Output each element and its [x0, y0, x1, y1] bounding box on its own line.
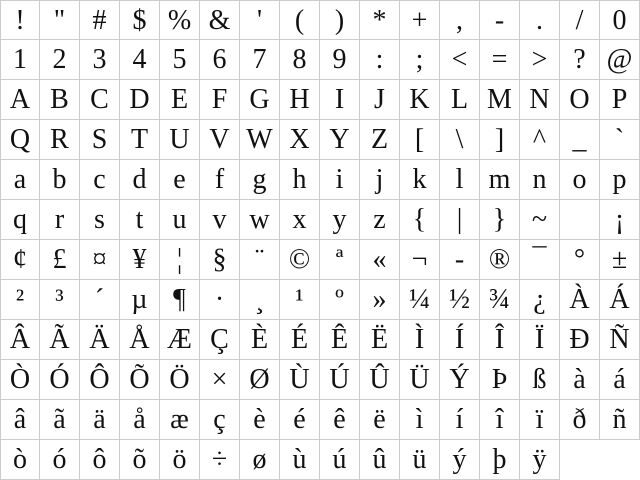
glyph-cell[interactable]: Ö — [160, 360, 200, 400]
glyph-cell[interactable]: û — [360, 440, 400, 480]
glyph-cell[interactable]: ¦ — [160, 240, 200, 280]
glyph-cell[interactable]: 1 — [0, 40, 40, 80]
void-area — [560, 440, 600, 480]
glyph-cell[interactable]: ë — [360, 400, 400, 440]
glyph-cell[interactable]: ÷ — [200, 440, 240, 480]
glyph-cell[interactable]: Ð — [560, 320, 600, 360]
glyph-cell[interactable]: b — [40, 160, 80, 200]
glyph-cell[interactable]: S — [80, 120, 120, 160]
glyph-cell[interactable]: ® — [480, 240, 520, 280]
glyph-cell[interactable]: { — [400, 200, 440, 240]
glyph-cell[interactable]: ñ — [600, 400, 640, 440]
glyph-cell[interactable]: | — [440, 200, 480, 240]
glyph-cell[interactable]: F — [200, 80, 240, 120]
glyph-cell[interactable]: ¯ — [520, 240, 560, 280]
glyph-cell[interactable]: ± — [600, 240, 640, 280]
glyph-cell[interactable]: 2 — [40, 40, 80, 80]
glyph-cell[interactable]: Z — [360, 120, 400, 160]
glyph-cell[interactable]: Æ — [160, 320, 200, 360]
glyph-cell[interactable]: é — [280, 400, 320, 440]
glyph-cell[interactable]: a — [0, 160, 40, 200]
glyph-cell[interactable]: ° — [560, 240, 600, 280]
glyph-cell[interactable]: P — [600, 80, 640, 120]
glyph-cell[interactable]: Q — [0, 120, 40, 160]
glyph-cell[interactable]: · — [200, 280, 240, 320]
glyph-cell[interactable]: è — [240, 400, 280, 440]
glyph-cell[interactable]: © — [280, 240, 320, 280]
glyph-cell[interactable]: ´ — [80, 280, 120, 320]
glyph-cell[interactable]: À — [560, 280, 600, 320]
glyph-cell[interactable]: Ñ — [600, 320, 640, 360]
glyph-cell[interactable]: ã — [40, 400, 80, 440]
glyph-cell[interactable]: I — [320, 80, 360, 120]
glyph-cell[interactable]: ò — [0, 440, 40, 480]
glyph-cell[interactable]: x — [280, 200, 320, 240]
glyph-cell[interactable]: î — [480, 400, 520, 440]
glyph-cell[interactable]: þ — [480, 440, 520, 480]
glyph-cell[interactable]: n — [520, 160, 560, 200]
glyph-cell[interactable]: r — [40, 200, 80, 240]
glyph-cell[interactable]: u — [160, 200, 200, 240]
glyph-cell[interactable]: Ò — [0, 360, 40, 400]
glyph-cell[interactable]: d — [120, 160, 160, 200]
glyph-cell[interactable]: ³ — [40, 280, 80, 320]
glyph-cell[interactable]: p — [600, 160, 640, 200]
glyph-cell[interactable]: ÿ — [520, 440, 560, 480]
glyph-cell[interactable]: ² — [0, 280, 40, 320]
glyph-cell[interactable]: « — [360, 240, 400, 280]
glyph-cell[interactable]: Û — [360, 360, 400, 400]
glyph-cell[interactable]: X — [280, 120, 320, 160]
glyph-cell[interactable]: + — [400, 0, 440, 40]
glyph-cell[interactable]: y — [320, 200, 360, 240]
glyph-cell[interactable]: } — [480, 200, 520, 240]
glyph-cell[interactable]: ` — [600, 120, 640, 160]
glyph-cell[interactable]: Ë — [360, 320, 400, 360]
glyph-cell[interactable]: - — [480, 0, 520, 40]
glyph-cell[interactable]: § — [200, 240, 240, 280]
glyph-cell[interactable]: ö — [160, 440, 200, 480]
glyph-cell[interactable]: 0 — [600, 0, 640, 40]
glyph-cell[interactable]: á — [600, 360, 640, 400]
glyph-cell[interactable]: W — [240, 120, 280, 160]
glyph-cell[interactable]: w — [240, 200, 280, 240]
glyph-cell[interactable]: Ì — [400, 320, 440, 360]
glyph-cell[interactable]: > — [520, 40, 560, 80]
glyph-cell[interactable]: / — [560, 0, 600, 40]
glyph-cell[interactable]: Ù — [280, 360, 320, 400]
glyph-cell[interactable]: ¿ — [520, 280, 560, 320]
glyph-cell[interactable]: C — [80, 80, 120, 120]
glyph-cell[interactable]: ù — [280, 440, 320, 480]
glyph-cell[interactable]: K — [400, 80, 440, 120]
glyph-cell[interactable]: T — [120, 120, 160, 160]
glyph-cell[interactable]: Ç — [200, 320, 240, 360]
glyph-cell[interactable]: D — [120, 80, 160, 120]
glyph-cell[interactable]: ¢ — [0, 240, 40, 280]
glyph-cell[interactable]: ó — [40, 440, 80, 480]
glyph-cell[interactable]: Ø — [240, 360, 280, 400]
glyph-cell[interactable]: Ä — [80, 320, 120, 360]
glyph-cell[interactable]: Õ — [120, 360, 160, 400]
glyph-cell[interactable]: å — [120, 400, 160, 440]
glyph-cell[interactable]: m — [480, 160, 520, 200]
glyph-cell[interactable]: É — [280, 320, 320, 360]
glyph-cell[interactable]: l — [440, 160, 480, 200]
glyph-cell[interactable]: M — [480, 80, 520, 120]
glyph-cell[interactable]: Ê — [320, 320, 360, 360]
glyph-cell[interactable]: ª — [320, 240, 360, 280]
glyph-cell[interactable]: à — [560, 360, 600, 400]
glyph-cell[interactable]: ^ — [520, 120, 560, 160]
glyph-cell[interactable]: J — [360, 80, 400, 120]
glyph-cell[interactable]: ! — [0, 0, 40, 40]
glyph-cell[interactable]: [ — [400, 120, 440, 160]
empty-glyph-cell — [560, 200, 600, 240]
glyph-cell[interactable]: Ü — [400, 360, 440, 400]
glyph-cell[interactable]: 9 — [320, 40, 360, 80]
glyph-cell[interactable]: t — [120, 200, 160, 240]
glyph-cell[interactable]: â — [0, 400, 40, 440]
glyph-cell[interactable]: ¡ — [600, 200, 640, 240]
glyph-cell[interactable]: O — [560, 80, 600, 120]
glyph-cell[interactable]: í — [440, 400, 480, 440]
glyph-cell[interactable]: Í — [440, 320, 480, 360]
glyph-cell[interactable]: N — [520, 80, 560, 120]
glyph-cell[interactable]: Ï — [520, 320, 560, 360]
glyph-cell[interactable]: " — [40, 0, 80, 40]
glyph-cell[interactable]: õ — [120, 440, 160, 480]
glyph-cell[interactable]: R — [40, 120, 80, 160]
glyph-cell[interactable]: Ú — [320, 360, 360, 400]
glyph-cell[interactable]: º — [320, 280, 360, 320]
glyph-cell[interactable]: < — [440, 40, 480, 80]
glyph-cell[interactable]: j — [360, 160, 400, 200]
glyph-cell[interactable]: ô — [80, 440, 120, 480]
glyph-cell[interactable]: G — [240, 80, 280, 120]
glyph-cell[interactable]: ¤ — [80, 240, 120, 280]
glyph-cell[interactable]: ¨ — [240, 240, 280, 280]
glyph-cell[interactable]: * — [360, 0, 400, 40]
glyph-cell[interactable]: Á — [600, 280, 640, 320]
glyph-cell[interactable]: ß — [520, 360, 560, 400]
glyph-cell[interactable]: Þ — [480, 360, 520, 400]
glyph-cell[interactable]: æ — [160, 400, 200, 440]
glyph-cell[interactable]: × — [200, 360, 240, 400]
glyph-cell[interactable]: ¬ — [400, 240, 440, 280]
glyph-cell[interactable]: _ — [560, 120, 600, 160]
glyph-cell[interactable]: v — [200, 200, 240, 240]
glyph-cell[interactable]: Ý — [440, 360, 480, 400]
glyph-cell[interactable]: £ — [40, 240, 80, 280]
glyph-cell[interactable]: c — [80, 160, 120, 200]
glyph-cell[interactable]: 3 — [80, 40, 120, 80]
glyph-cell[interactable]: f — [200, 160, 240, 200]
glyph-cell[interactable]: , — [440, 0, 480, 40]
glyph-cell[interactable]: ý — [440, 440, 480, 480]
glyph-cell[interactable]: & — [200, 0, 240, 40]
glyph-cell[interactable]: Y — [320, 120, 360, 160]
glyph-cell[interactable]: Ó — [40, 360, 80, 400]
glyph-cell[interactable]: È — [240, 320, 280, 360]
glyph-cell[interactable]: k — [400, 160, 440, 200]
glyph-cell[interactable]: 5 — [160, 40, 200, 80]
glyph-cell[interactable]: g — [240, 160, 280, 200]
void-area — [600, 440, 640, 480]
glyph-cell[interactable]: V — [200, 120, 240, 160]
glyph-cell[interactable]: ï — [520, 400, 560, 440]
glyph-cell[interactable]: L — [440, 80, 480, 120]
glyph-cell[interactable]: i — [320, 160, 360, 200]
glyph-cell[interactable]: : — [360, 40, 400, 80]
glyph-cell[interactable]: U — [160, 120, 200, 160]
glyph-cell[interactable]: ¹ — [280, 280, 320, 320]
glyph-cell[interactable]: H — [280, 80, 320, 120]
glyph-cell[interactable]: e — [160, 160, 200, 200]
glyph-cell[interactable]: Ô — [80, 360, 120, 400]
glyph-cell[interactable]: » — [360, 280, 400, 320]
glyph-cell[interactable]: B — [40, 80, 80, 120]
glyph-cell[interactable]: Ã — [40, 320, 80, 360]
glyph-cell[interactable]: ¥ — [120, 240, 160, 280]
glyph-cell[interactable]: q — [0, 200, 40, 240]
glyph-cell[interactable]: - — [440, 240, 480, 280]
glyph-cell[interactable]: # — [80, 0, 120, 40]
glyph-cell[interactable]: A — [0, 80, 40, 120]
glyph-cell[interactable]: $ — [120, 0, 160, 40]
glyph-cell[interactable]: ¸ — [240, 280, 280, 320]
glyph-cell[interactable]: ( — [280, 0, 320, 40]
glyph-cell[interactable]: s — [80, 200, 120, 240]
glyph-cell[interactable]: \ — [440, 120, 480, 160]
glyph-cell[interactable]: 8 — [280, 40, 320, 80]
glyph-cell[interactable]: ¾ — [480, 280, 520, 320]
glyph-cell[interactable]: ç — [200, 400, 240, 440]
glyph-cell[interactable]: 4 — [120, 40, 160, 80]
glyph-cell[interactable]: E — [160, 80, 200, 120]
glyph-cell[interactable]: ) — [320, 0, 360, 40]
glyph-cell[interactable]: o — [560, 160, 600, 200]
glyph-cell[interactable]: % — [160, 0, 200, 40]
glyph-cell[interactable]: Â — [0, 320, 40, 360]
glyph-cell[interactable]: = — [480, 40, 520, 80]
glyph-cell[interactable]: @ — [600, 40, 640, 80]
glyph-cell[interactable]: µ — [120, 280, 160, 320]
glyph-cell[interactable]: Î — [480, 320, 520, 360]
glyph-cell[interactable]: . — [520, 0, 560, 40]
glyph-cell[interactable]: ú — [320, 440, 360, 480]
glyph-cell[interactable]: 6 — [200, 40, 240, 80]
glyph-cell[interactable]: ¼ — [400, 280, 440, 320]
glyph-cell[interactable]: ø — [240, 440, 280, 480]
glyph-cell[interactable]: ü — [400, 440, 440, 480]
glyph-cell[interactable]: ì — [400, 400, 440, 440]
glyph-cell[interactable]: ~ — [520, 200, 560, 240]
glyph-cell[interactable]: ; — [400, 40, 440, 80]
glyph-cell[interactable]: ? — [560, 40, 600, 80]
glyph-cell[interactable]: ð — [560, 400, 600, 440]
glyph-cell[interactable]: ê — [320, 400, 360, 440]
glyph-cell[interactable]: ä — [80, 400, 120, 440]
glyph-cell[interactable]: ½ — [440, 280, 480, 320]
glyph-cell[interactable]: ' — [240, 0, 280, 40]
glyph-cell[interactable]: z — [360, 200, 400, 240]
glyph-cell[interactable]: ] — [480, 120, 520, 160]
glyph-cell[interactable]: h — [280, 160, 320, 200]
glyph-cell[interactable]: 7 — [240, 40, 280, 80]
glyph-cell[interactable]: ¶ — [160, 280, 200, 320]
glyph-cell[interactable]: Å — [120, 320, 160, 360]
